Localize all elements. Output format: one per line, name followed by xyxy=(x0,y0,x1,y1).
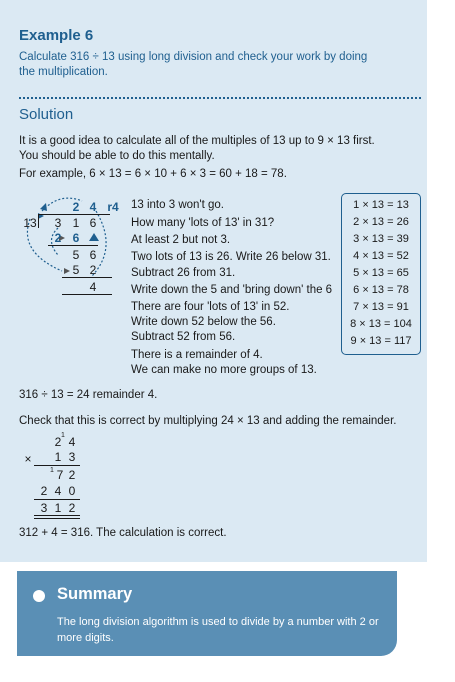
partial-digit: 2 xyxy=(40,484,48,498)
dividend-digit: 1 xyxy=(72,216,80,230)
remainder-digit: 4 xyxy=(89,280,97,294)
bullet-icon xyxy=(33,590,45,602)
step-line: There is a remainder of 4. xyxy=(131,349,263,361)
mult-line xyxy=(34,518,80,519)
summary-text: The long division algorithm is used to divide by a number with 2 or more digits. xyxy=(57,616,379,644)
dividend-digit: 3 xyxy=(54,216,62,230)
step-line: There are four 'lots of 13' in 52. xyxy=(131,301,290,313)
divisor: 13 xyxy=(23,216,37,230)
multiples-row: 4 × 13 = 52 xyxy=(353,250,409,262)
multiples-table xyxy=(341,193,421,355)
mult-line xyxy=(34,465,80,466)
example-title: Example 6 xyxy=(19,27,94,44)
step-line: Subtract 52 from 56. xyxy=(131,331,236,343)
dividend-digit: 6 xyxy=(89,216,97,230)
remainder-line xyxy=(62,294,112,295)
mult-digit: 3 xyxy=(68,450,76,464)
total-digit: 1 xyxy=(54,501,62,515)
multiples-row: 3 × 13 = 39 xyxy=(353,233,409,245)
multiples-row: 8 × 13 = 104 xyxy=(350,318,412,330)
solution-heading: Solution xyxy=(19,106,74,123)
times-sign: × xyxy=(24,452,32,466)
partial-digit: 7 xyxy=(56,468,64,482)
carry-digit: 1 xyxy=(50,467,54,474)
subtract-digit: 2 xyxy=(54,231,62,245)
step-line: How many 'lots of 13' in 31? xyxy=(131,217,275,229)
check-instruction: Check that this is correct by multiplying 24 × 13 and adding the remainder. xyxy=(19,415,397,427)
step-line: Two lots of 13 is 26. Write 26 below 31. xyxy=(131,251,331,263)
total-digit: 3 xyxy=(40,501,48,515)
mult-line xyxy=(34,499,80,500)
subtract-digit: 2 xyxy=(89,263,97,277)
multiples-row: 1 × 13 = 13 xyxy=(353,199,409,211)
quotient-remainder: r4 xyxy=(107,200,119,214)
multiples-row: 5 × 13 = 65 xyxy=(353,267,409,279)
subtract-digit: 6 xyxy=(72,231,80,245)
partial-digit: 0 xyxy=(68,484,76,498)
division-bracket xyxy=(38,214,39,228)
summary-box xyxy=(17,571,397,656)
multiples-row: 9 × 13 = 117 xyxy=(350,335,412,347)
bring-down-digit: 6 xyxy=(89,248,97,262)
division-bar xyxy=(38,214,110,215)
conclusion: 312 + 4 = 316. The calculation is correct. xyxy=(19,527,227,539)
task-line-2: the multiplication. xyxy=(19,66,108,78)
mult-digit: 1 xyxy=(54,450,62,464)
step-line: 13 into 3 won't go. xyxy=(131,199,224,211)
step-line: We can make no more groups of 13. xyxy=(131,364,317,376)
partial-digit: 2 xyxy=(68,468,76,482)
subtract-line xyxy=(48,245,98,246)
step-line: At least 2 but not 3. xyxy=(131,234,231,246)
intro-line-3: For example, 6 × 13 = 6 × 10 + 6 × 3 = 60 + 18 = 78. xyxy=(19,168,287,180)
step-line: Subtract 26 from 31. xyxy=(131,267,236,279)
subtract-digit: 5 xyxy=(72,263,80,277)
multiples-row: 7 × 13 = 91 xyxy=(353,301,409,313)
subtract-line xyxy=(62,277,112,278)
total-digit: 2 xyxy=(68,501,76,515)
mult-line xyxy=(34,515,80,516)
mult-digit: 4 xyxy=(68,435,76,449)
intro-line-2: You should be able to do this mentally. xyxy=(19,150,215,162)
carry-digit: 1 xyxy=(61,432,65,439)
task-line-1: Calculate 316 ÷ 13 using long division and check your work by doing xyxy=(19,51,368,63)
mult-digit: 2 xyxy=(54,435,62,449)
step-line: Write down 52 below the 56. xyxy=(131,316,276,328)
bring-down-digit: 5 xyxy=(72,248,80,262)
intro-line-1: It is a good idea to calculate all of the multiples of 13 up to 9 × 13 first. xyxy=(19,135,375,147)
summary-title: Summary xyxy=(57,585,133,603)
quotient-digit: 2 xyxy=(72,200,80,214)
multiples-row: 6 × 13 = 78 xyxy=(353,284,409,296)
step-line: Write down the 5 and 'bring down' the 6 xyxy=(131,284,333,296)
multiples-row: 2 × 13 = 26 xyxy=(353,216,409,228)
division-result: 316 ÷ 13 = 24 remainder 4. xyxy=(19,389,158,401)
partial-digit: 4 xyxy=(54,484,62,498)
quotient-digit: 4 xyxy=(89,200,97,214)
